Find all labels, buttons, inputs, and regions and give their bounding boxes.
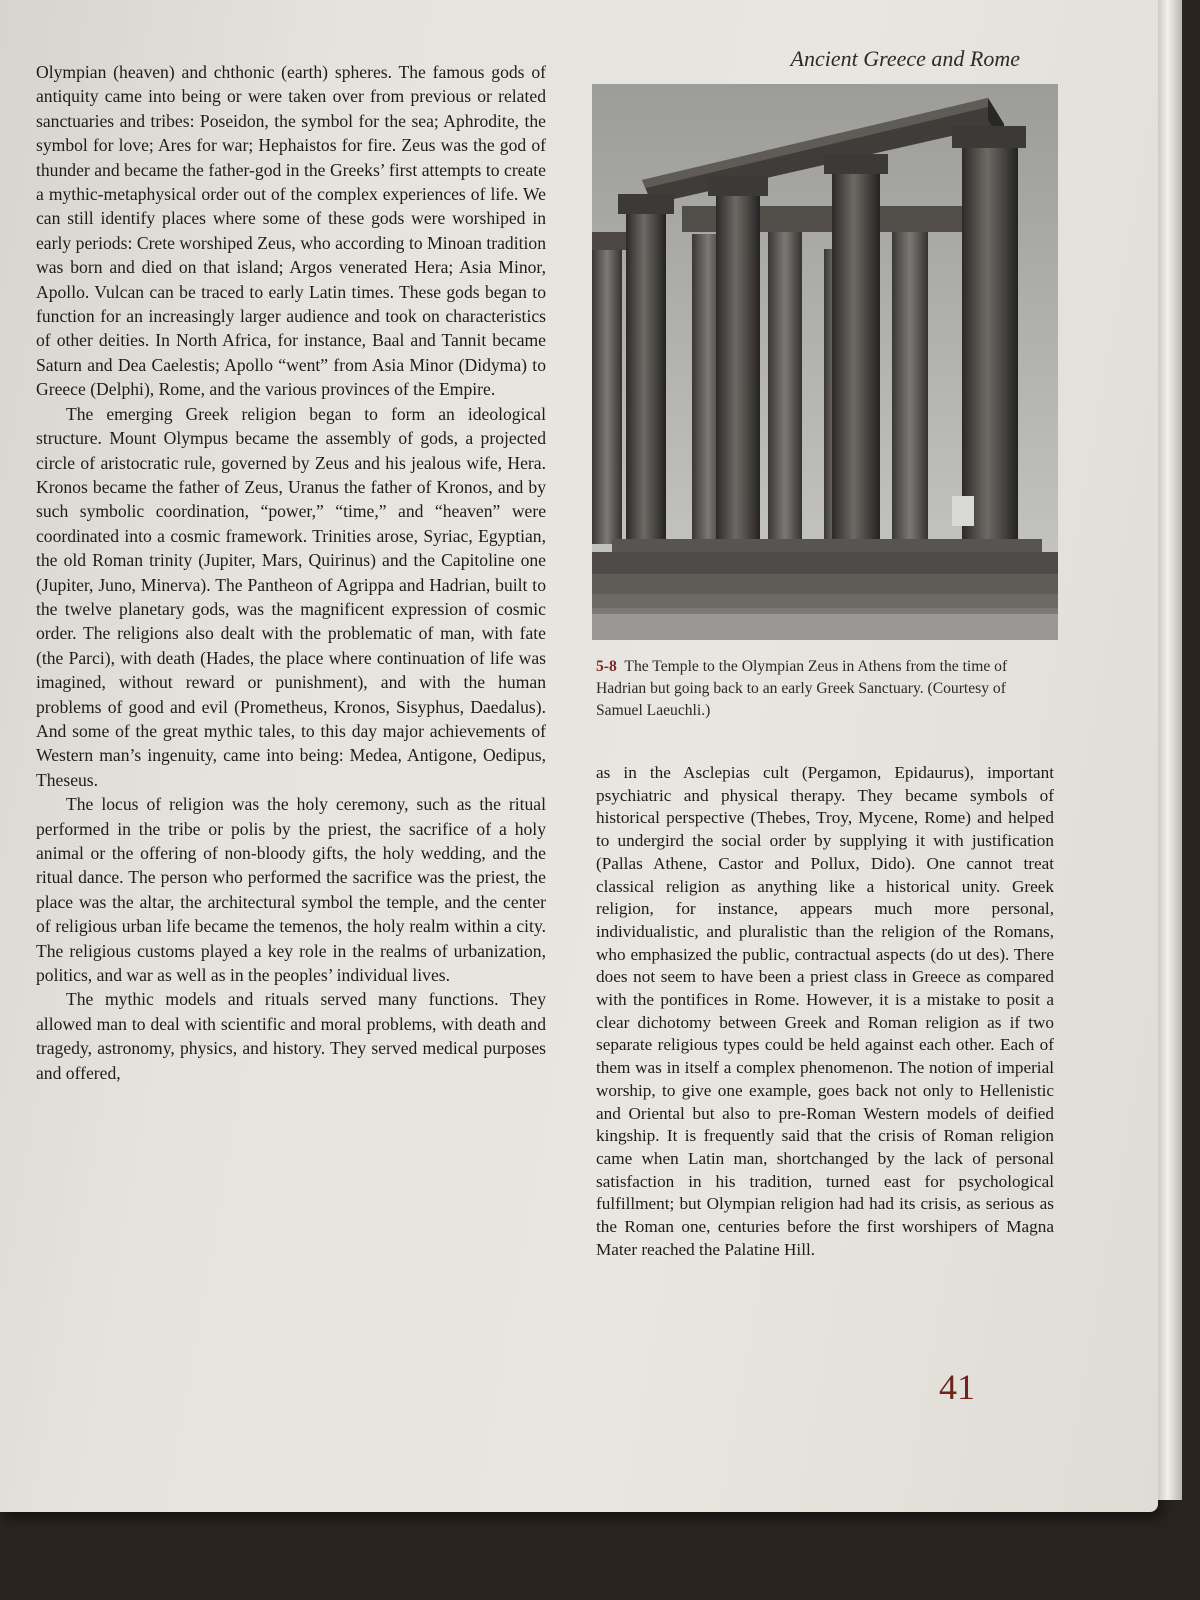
figure-caption: [596, 656, 1051, 722]
figure-caption-text: The Temple to the Olympian Zeus in Athens from the time of Hadrian but going back to an early Greek Sanctuary. (Courtesy of Samuel Laeuchli.): [596, 658, 1008, 719]
running-head: Ancient Greece and Rome: [790, 46, 1020, 71]
temple-columns-image: [592, 84, 1058, 640]
right-text-column: [596, 762, 1054, 1261]
body-paragraph: Olympian (heaven) and chthonic (earth) spheres. The famous gods of antiquity came into being or were taken over from previous or related sanctuaries and tribes: Poseidon, the symbol for the sea; Aphrodite, the symbol for love; Ares for war; Hephaistos for fire. Zeus was the god of thunder and became the father-god in the Greeks’ first attempts to create a mythic-metaphysical order out of the complex experiences of life. We can still identify places where some of these gods were worshiped in early periods: Crete worshiped Zeus, who according to Minoan tradition was born and died on that island; Argos venerated Hera; Asia Minor, Apollo. Vulcan can be traced to early Latin times. These gods began to function for an increasingly larger audience and took on characteristics of other deities. In North Africa, for instance, Baal and Tannit became Saturn and Dea Caelestis; Apollo “went” from Asia Minor (Didyma) to Greece (Delphi), Rome, and the various provinces of the Empire.: [36, 62, 546, 400]
temple-photograph: [592, 84, 1058, 640]
figure-number: 5-8: [596, 658, 617, 675]
body-paragraph: The mythic models and rituals served many functions. They allowed man to deal with scientific and moral problems, with death and tragedy, astronomy, physics, and history. They served medical purposes and offered,: [36, 989, 546, 1083]
left-text-column: [36, 60, 546, 1085]
body-paragraph: as in the Asclepias cult (Pergamon, Epidaurus), important psychiatric and physical therapy. They became symbols of historical perspective (Thebes, Troy, Mycene, Rome) and helped to undergird the social order by supplying it with justification (Pallas Athene, Castor and Pollux, Dido). One cannot treat classical religion as anything like a historical unity. Greek religion, for instance, appears much more personal, individualistic, and pluralistic than the religion of the Romans, who emphasized the public, contractual aspects (do ut des). There does not seem to have been a priest class in Greece as compared with the pontifices in Rome. However, it is a mistake to posit a clear dichotomy between Greek and Roman religion as if two separate religious types could be held against each other. Each of them was in itself a complex phenomenon. The notion of imperial worship, to give one example, goes back not only to Hellenistic and Oriental but also to pre-Roman Western models of deified kingship. It is frequently said that the crisis of Roman religion came when Latin man, shortchanged by the lack of personal satisfaction in his tradition, turned east for psychological fulfillment; but Olympian religion had had its crisis, as serious as the Roman one, centuries before the first worshipers of Magna Mater reached the Palatine Hill.: [596, 763, 1054, 1259]
page-edge: [1158, 0, 1182, 1500]
page-number: 41: [939, 1367, 975, 1407]
body-paragraph: The locus of religion was the holy ceremony, such as the ritual performed in the tribe or polis by the priest, the sacrifice of a holy animal or the offering of non-bloody gifts, the holy wedding, and the ritual dance. The person who performed the sacrifice was the priest, the place was the altar, the architectural symbol the temple, and the center of religious urban life became the temenos, the holy realm within a city. The religious customs played a key role in the realms of urbanization, politics, and war as well as in the peoples’ individual lives.: [36, 794, 546, 986]
body-paragraph: The emerging Greek religion began to form an ideological structure. Mount Olympus became the assembly of gods, a projected circle of aristocratic rule, governed by Zeus and his jealous wife, Hera. Kronos became the father of Zeus, Uranus the father of Kronos, and by such symbolic coordination, “power,” “time,” and “heaven” were coordinated into a cosmic framework. Trinities arose, Syriac, Egyptian, the old Roman trinity (Jupiter, Mars, Quirinus) and the Capitoline one (Jupiter, Juno, Minerva). The Pantheon of Agrippa and Hadrian, built to the twelve planetary gods, was the magnificent expression of cosmic order. The religions also dealt with the problematic of man, with fate (the Parci), with death (Hades, the place where continuation of life was imagined, without reward or punishment), and with the human problems of good and evil (Prometheus, Kronos, Sisyphus, Daedalus). And some of the great mythic tales, to this day major achievements of Western man’s ingenuity, came into being: Medea, Antigone, Oedipus, Theseus.: [36, 403, 546, 790]
